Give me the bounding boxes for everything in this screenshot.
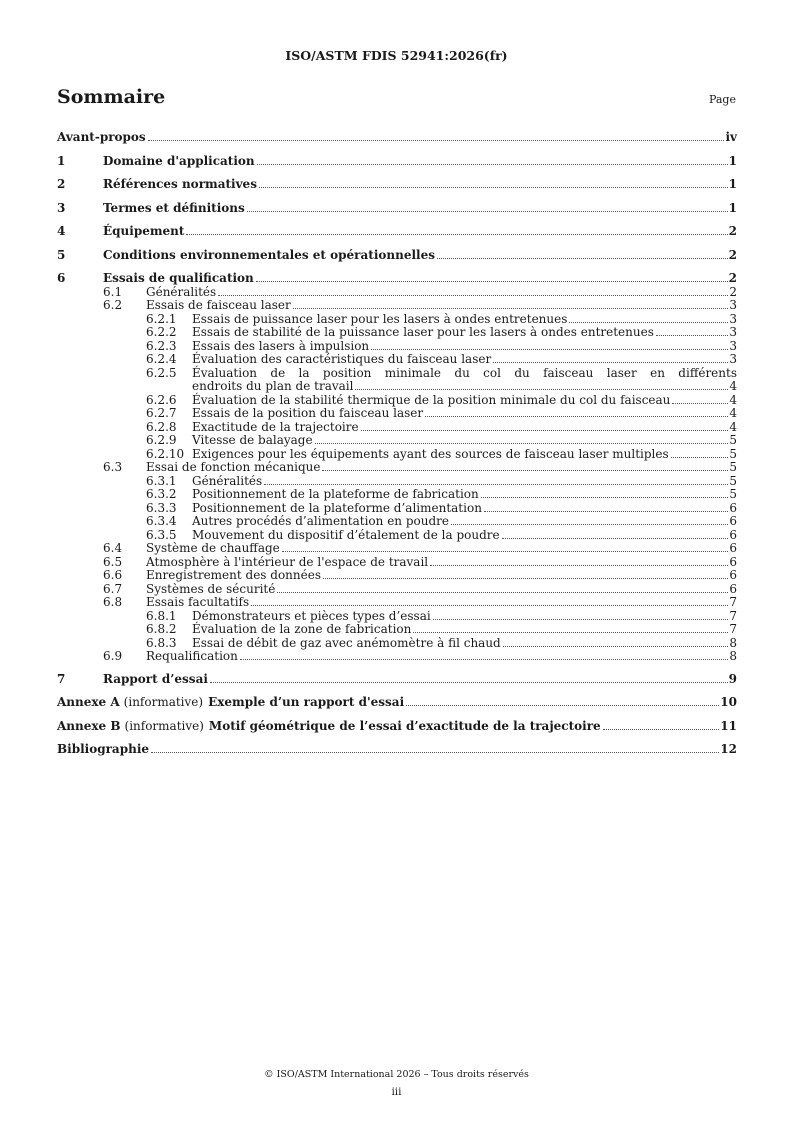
toc-entry-title: Évaluation de la zone de fabrication xyxy=(192,622,412,636)
toc-entry-title: Essais de puissance laser pour les lasers à ondes entretenues xyxy=(192,311,568,326)
dot-leader xyxy=(210,682,728,683)
toc-entry-6-8-1[interactable] xyxy=(57,610,737,624)
toc-entry-number: 6.2.3 xyxy=(146,338,177,353)
toc-entry-title: Généralités xyxy=(146,284,217,299)
dot-leader xyxy=(672,403,728,404)
toc-entry-number: 3 xyxy=(57,200,66,215)
dot-leader xyxy=(433,619,729,620)
toc-entry-title: Évaluation de la stabilité thermique de la position minimale du col du faisceau xyxy=(192,392,671,407)
dot-leader xyxy=(569,322,728,323)
toc-entry-6-2-9[interactable] xyxy=(57,434,737,448)
toc-entry-page: 3 xyxy=(729,298,737,312)
toc-entry-title: Annexe A xyxy=(57,695,120,709)
toc-entry-6-3[interactable] xyxy=(57,461,737,475)
toc-entry-title: Requalification xyxy=(146,649,238,663)
toc-entry-page: 5 xyxy=(729,433,737,447)
toc-entry-page: 3 xyxy=(729,338,737,353)
toc-entry-page: 3 xyxy=(729,325,737,339)
toc-entry-page: 6 xyxy=(729,554,737,569)
toc-entry-page: 3 xyxy=(729,352,737,366)
toc-entry-6-2-10[interactable] xyxy=(57,448,737,462)
toc-entry-2[interactable] xyxy=(57,178,737,192)
toc-entry-page: 12 xyxy=(720,742,737,756)
toc-entry-page: 5 xyxy=(729,473,737,488)
toc-entry-title: Essais de faisceau laser xyxy=(146,298,291,312)
toc-entry-title: Autres procédés d’alimentation en poudre xyxy=(192,514,449,528)
dot-leader xyxy=(656,335,728,336)
toc-entry-4[interactable] xyxy=(57,225,737,239)
toc-entry-title: Mouvement du dispositif d’étalement de la poudre xyxy=(192,527,500,542)
dot-leader xyxy=(293,308,729,309)
copyright-footer: © ISO/ASTM International 2026 – Tous droits réservés xyxy=(264,1069,529,1080)
toc-entry-title: Essais de qualification xyxy=(103,271,254,285)
dot-leader xyxy=(247,211,728,212)
dot-leader xyxy=(323,578,728,579)
page-column-label: Page xyxy=(708,93,736,106)
toc-entry-6-5[interactable] xyxy=(57,556,737,570)
toc-entry-5[interactable] xyxy=(57,249,737,263)
toc-entry-title: Essais de la position du faisceau laser xyxy=(192,406,424,420)
toc-entry-number: 6.8.3 xyxy=(146,635,177,650)
toc-entry-number: 6.3.4 xyxy=(146,514,177,528)
toc-entry-number: 6.9 xyxy=(103,649,123,663)
toc-entry-title: Bibliographie xyxy=(57,742,150,756)
page-number: iii xyxy=(391,1086,402,1098)
toc-entry-6-3-3[interactable] xyxy=(57,502,737,516)
toc-entry-subtitle: Exemple d’un rapport d'essai xyxy=(208,695,405,709)
toc-entry-6-2-2[interactable] xyxy=(57,326,737,340)
toc-entry-page: 4 xyxy=(729,379,737,393)
toc-entry-page: 4 xyxy=(729,406,737,420)
toc-entry-page: 3 xyxy=(729,311,737,326)
dot-leader xyxy=(322,470,728,471)
toc-entry-annexe-b[interactable] xyxy=(57,720,737,734)
toc-entry-page: 2 xyxy=(728,247,737,262)
toc-entry-6-6[interactable] xyxy=(57,569,737,583)
dot-leader xyxy=(218,295,728,296)
dot-leader xyxy=(484,511,728,512)
toc-entry-title: Évaluation des caractéristiques du faisceau laser xyxy=(192,352,492,366)
toc-entry-number: 6.2.8 xyxy=(146,419,177,434)
toc-entry-page: 7 xyxy=(729,595,737,609)
toc-entry-6-4[interactable] xyxy=(57,542,737,556)
toc-entry-title: Évaluation de la position minimale du col du faisceau laser en différents xyxy=(192,365,737,380)
toc-entry-number: 6.8.2 xyxy=(146,622,177,636)
toc-entry-title: Positionnement de la plateforme de fabrication xyxy=(192,487,479,501)
toc-entry-title: Avant-propos xyxy=(57,130,146,144)
toc-entry-6-2-1[interactable] xyxy=(57,313,737,327)
toc-entry-6[interactable] xyxy=(57,272,737,286)
toc-entry-number: 6.2.4 xyxy=(146,352,177,366)
dot-leader xyxy=(257,164,728,165)
toc-entry-title: Système de chauffage xyxy=(146,541,280,555)
dot-leader xyxy=(451,524,728,525)
toc-entry-number: 6.3.1 xyxy=(146,473,177,488)
dot-leader xyxy=(240,659,728,660)
toc-entry-6-8-3[interactable] xyxy=(57,637,737,651)
toc-entry-6-8[interactable] xyxy=(57,596,737,610)
toc-entry-6-1[interactable] xyxy=(57,286,737,300)
toc-entry-page: 8 xyxy=(729,635,737,650)
toc-entry-6-2-3[interactable] xyxy=(57,340,737,354)
toc-entry-page: 6 xyxy=(729,500,737,515)
toc-entry-title: Références normatives xyxy=(103,177,257,191)
toc-entry-title: Annexe B xyxy=(57,718,121,733)
toc-entry-page: 2 xyxy=(728,224,737,238)
dot-leader xyxy=(413,632,728,633)
toc-entry-page: iv xyxy=(725,130,737,144)
toc-entry-title: Équipement xyxy=(103,224,185,238)
dot-leader xyxy=(406,705,719,706)
toc-entry-number: 5 xyxy=(57,247,66,262)
toc-entry-page: 2 xyxy=(728,271,737,285)
toc-entry-page: 6 xyxy=(729,541,737,555)
dot-leader xyxy=(256,281,728,282)
toc-entry-6-2-7[interactable] xyxy=(57,407,737,421)
toc-entry-title: Atmosphère à l'intérieur de l'espace de travail xyxy=(146,554,429,569)
toc-entry-number: 6.6 xyxy=(103,568,123,582)
dot-leader xyxy=(264,484,728,485)
dot-leader xyxy=(361,430,729,431)
toc-entry-page: 11 xyxy=(720,718,737,733)
toc-entry-bibliographie[interactable] xyxy=(57,743,737,757)
toc-entry-6-2-8[interactable] xyxy=(57,421,737,435)
toc-entry-number: 6 xyxy=(57,271,66,285)
toc-entry-page: 6 xyxy=(729,568,737,582)
toc-entry-subtitle: Motif géométrique de l’essai d’exactitude de la trajectoire xyxy=(208,718,601,733)
toc-entry-1[interactable] xyxy=(57,155,737,169)
toc-entry-qualifier: (informative) xyxy=(123,695,204,709)
document-header: ISO/ASTM FDIS 52941:2026(fr) xyxy=(285,48,508,63)
toc-entry-qualifier: (informative) xyxy=(124,718,204,733)
toc-entry-page: 7 xyxy=(729,622,737,636)
toc-entry-title: Positionnement de la plateforme d’alimentation xyxy=(192,500,482,515)
toc-entry-number: 6.8 xyxy=(103,595,123,609)
toc-entry-number: 6.3.5 xyxy=(146,527,177,542)
toc-entry-7[interactable] xyxy=(57,673,737,687)
toc-entry-page: 1 xyxy=(728,177,737,191)
toc-entry-title: Essai de fonction mécanique xyxy=(146,460,321,474)
dot-leader xyxy=(371,349,728,350)
toc-entry-page: 5 xyxy=(729,460,737,474)
toc-entry-6-9[interactable] xyxy=(57,650,737,664)
toc-entry-page: 1 xyxy=(728,200,737,215)
toc-entry-page: 6 xyxy=(729,581,737,596)
toc-entry-number: 6.2.6 xyxy=(146,392,177,407)
dot-leader xyxy=(186,234,727,235)
toc-entry-annexe-a[interactable] xyxy=(57,696,737,710)
toc-entry-title: Systèmes de sécurité xyxy=(146,581,276,596)
dot-leader xyxy=(437,258,728,259)
dot-leader xyxy=(282,551,729,552)
toc-entry-6-7[interactable] xyxy=(57,583,737,597)
toc-entry-number: 6.3.3 xyxy=(146,500,177,515)
toc-entry-title: Essais des lasers à impulsion xyxy=(192,338,370,353)
toc-entry-number: 6.2.9 xyxy=(146,433,177,447)
toc-entry-number: 6.4 xyxy=(103,541,123,555)
toc-entry-title: Exactitude de la trajectoire xyxy=(192,419,359,434)
dot-leader xyxy=(502,538,729,539)
toc-entry-title: Démonstrateurs et pièces types d’essai xyxy=(192,608,431,623)
toc-entry-title: Essai de débit de gaz avec anémomètre à fil chaud xyxy=(192,635,501,650)
toc-entry-title: Essais de stabilité de la puissance laser pour les lasers à ondes entretenues xyxy=(192,325,654,339)
toc-entry-title: Domaine d'application xyxy=(103,153,255,168)
toc-entry-title: Vitesse de balayage xyxy=(192,433,313,447)
toc-entry-6-8-2[interactable] xyxy=(57,623,737,637)
toc-entry-number: 6.2.7 xyxy=(146,406,177,420)
toc-entry-page: 5 xyxy=(729,446,737,461)
dot-leader xyxy=(277,592,728,593)
toc-entry-page: 6 xyxy=(729,527,737,542)
toc-entry-6-3-5[interactable] xyxy=(57,529,737,543)
toc-entry-6-2[interactable] xyxy=(57,299,737,313)
toc-entry-number: 6.3 xyxy=(103,460,123,474)
dot-leader xyxy=(259,187,728,188)
toc-entry-number: 6.7 xyxy=(103,581,123,596)
dot-leader xyxy=(355,389,728,390)
toc-entry-3[interactable] xyxy=(57,202,737,216)
toc-entry-page: 7 xyxy=(729,608,737,623)
toc-entry-6-3-1[interactable] xyxy=(57,475,737,489)
toc-entry-title: Exigences pour les équipements ayant des sources de faisceau laser multiples xyxy=(192,446,669,461)
toc-entry-6-3-4[interactable] xyxy=(57,515,737,529)
toc-entry-page: 6 xyxy=(729,514,737,528)
toc-entry-6-2-5-continuation[interactable] xyxy=(57,380,737,394)
toc-entry-number: 6.2.1 xyxy=(146,311,177,326)
table-of-contents xyxy=(57,131,737,757)
dot-leader xyxy=(671,457,729,458)
toc-entry-6-2-4[interactable] xyxy=(57,353,737,367)
toc-entry-6-2-5[interactable] xyxy=(57,367,737,381)
dot-leader xyxy=(493,362,728,363)
toc-entry-page: 10 xyxy=(720,695,737,709)
dot-leader xyxy=(481,497,729,498)
toc-entry-title: Généralités xyxy=(192,473,263,488)
toc-entry-page: 9 xyxy=(728,671,737,686)
toc-entry-page: 2 xyxy=(729,284,737,299)
dot-leader xyxy=(603,729,720,730)
toc-entry-number: 2 xyxy=(57,177,66,191)
dot-leader xyxy=(315,443,729,444)
dot-leader xyxy=(503,646,729,647)
toc-entry-number: 6.2.10 xyxy=(146,446,185,461)
toc-entry-page: 4 xyxy=(729,392,737,407)
toc-entry-page: 8 xyxy=(729,649,737,663)
toc-entry-avant-propos[interactable] xyxy=(57,131,737,145)
dot-leader xyxy=(425,416,728,417)
page-title: Sommaire xyxy=(57,86,166,108)
toc-entry-title: Essais facultatifs xyxy=(146,595,250,609)
toc-entry-number: 6.8.1 xyxy=(146,608,177,623)
toc-entry-number: 4 xyxy=(57,224,66,238)
toc-entry-6-3-2[interactable] xyxy=(57,488,737,502)
toc-entry-number: 6.1 xyxy=(103,284,123,299)
toc-entry-title-continued: endroits du plan de travail xyxy=(192,379,354,393)
toc-entry-number: 7 xyxy=(57,671,66,686)
dot-leader xyxy=(148,140,725,141)
dot-leader xyxy=(430,565,728,566)
toc-entry-title: Enregistrement des données xyxy=(146,568,321,582)
toc-entry-title: Termes et définitions xyxy=(103,200,245,215)
toc-entry-page: 5 xyxy=(729,487,737,501)
toc-entry-page: 1 xyxy=(728,153,737,168)
toc-entry-number: 6.3.2 xyxy=(146,487,177,501)
dot-leader xyxy=(251,605,728,606)
toc-entry-number: 6.2.5 xyxy=(146,365,177,380)
toc-entry-number: 6.2 xyxy=(103,298,123,312)
dot-leader xyxy=(151,752,719,753)
toc-entry-page: 4 xyxy=(729,419,737,434)
toc-entry-number: 6.2.2 xyxy=(146,325,177,339)
toc-entry-6-2-6[interactable] xyxy=(57,394,737,408)
toc-entry-title: Rapport d’essai xyxy=(103,671,208,686)
toc-entry-number: 6.5 xyxy=(103,554,123,569)
toc-entry-number: 1 xyxy=(57,153,66,168)
toc-entry-title: Conditions environnementales et opérationnelles xyxy=(103,247,435,262)
